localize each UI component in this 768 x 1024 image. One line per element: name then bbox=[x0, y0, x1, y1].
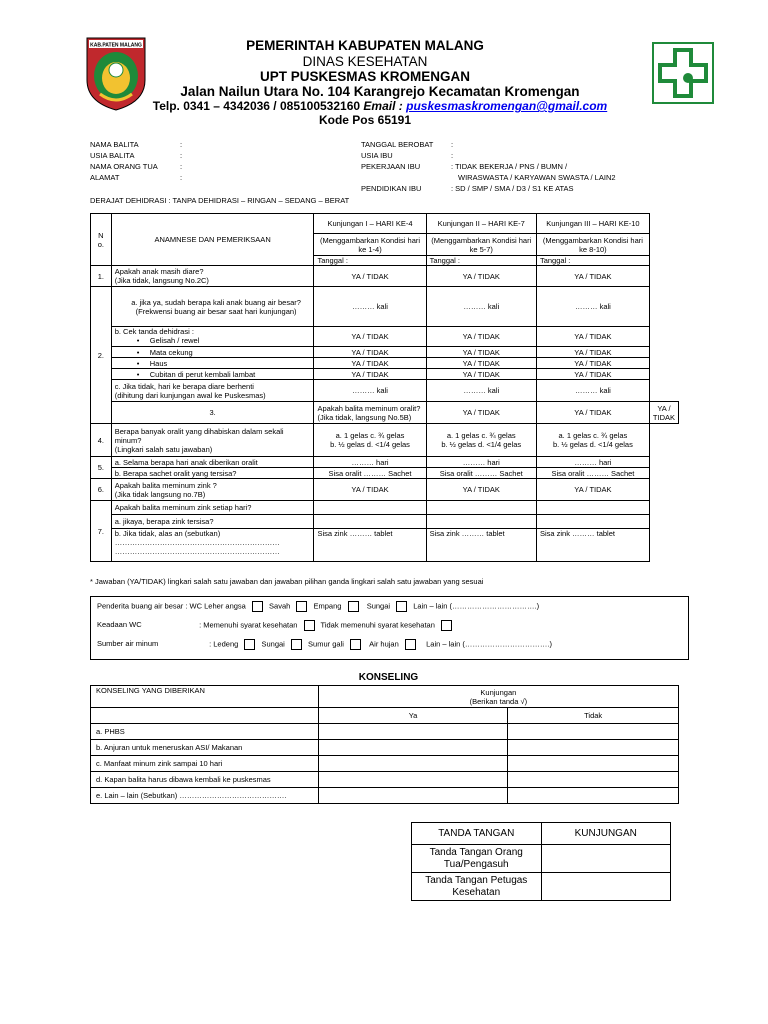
q2b2-item: • Mata cekung bbox=[111, 347, 314, 358]
answer-cell[interactable]: YA / TIDAK bbox=[426, 369, 536, 380]
label-tanggal-berobat: TANGGAL BEROBAT bbox=[361, 140, 434, 149]
sign-parent-label: Tanda Tangan Orang Tua/Pengasuh bbox=[412, 845, 542, 873]
pekerjaan-value1: : TIDAK BEKERJA / PNS / BUMN / bbox=[451, 162, 568, 171]
tidak-check-cell[interactable] bbox=[508, 788, 679, 804]
wc-leher-angsa-checkbox[interactable] bbox=[252, 601, 263, 612]
answer-cell[interactable]: YA / TIDAK bbox=[426, 327, 536, 347]
col-k3-sub: (Menggambarkan Kondisi hari ke 8-10) bbox=[536, 234, 649, 256]
answer-cell[interactable]: YA / TIDAK bbox=[426, 358, 536, 369]
answer-cell[interactable]: YA / TIDAK bbox=[426, 479, 536, 501]
ya-check-cell[interactable] bbox=[318, 788, 508, 804]
colon: : bbox=[180, 162, 183, 171]
answer-cell[interactable]: YA / TIDAK bbox=[314, 266, 426, 287]
wc-no-checkbox[interactable] bbox=[441, 620, 452, 631]
q2b3-item: • Haus bbox=[111, 358, 314, 369]
gelas-line2: b. ½ gelas d. <1/4 gelas bbox=[552, 440, 633, 449]
q7b-text: b. Jika tidak, alas an (sebutkan) ………………………………………………………… ………………………………………………………… bbox=[111, 529, 314, 562]
q2b-text: b. Cek tanda dehidrasi : bbox=[114, 327, 194, 336]
q2c-text: c. Jika tidak, hari ke berapa diare berhenti (dihitung dari kunjungan awal ke Puskesmas) bbox=[111, 380, 314, 402]
gelas-line1: a. 1 gelas c. ¾ gelas bbox=[446, 431, 516, 440]
tidak-header: Tidak bbox=[508, 708, 679, 724]
q5b-text: b. Berapa sachet oralit yang tersisa? bbox=[111, 468, 314, 479]
konseling-table bbox=[90, 685, 679, 804]
q1-text: Apakah anak masih diare? (Jika tidak, langsung No.2C) bbox=[111, 266, 314, 287]
row-no: 4. bbox=[91, 424, 112, 457]
empang-label: Empang bbox=[313, 601, 342, 611]
konseling-row: e. Lain – lain (Sebutkan) ……………………………………. bbox=[91, 788, 319, 804]
answer-cell[interactable]: YA / TIDAK bbox=[536, 479, 649, 501]
header-line2: DINAS KESEHATAN bbox=[302, 54, 428, 69]
col-k3-header: Kunjungan III – HARI KE-10 bbox=[536, 214, 649, 234]
kunjungan-label: Kunjungan bbox=[480, 687, 517, 697]
q1a-text: a. jika ya, sudah berapa kali anak buang air besar? (Frekwensi buang air besar saat hari kunjungan) bbox=[111, 287, 314, 327]
q6-text: Apakah balita meminum zink ? (Jika tidak langsung no.7B) bbox=[111, 479, 314, 501]
konseling-row: d. Kapan balita harus dibawa kembali ke puskesmas bbox=[91, 772, 319, 788]
answer-cell[interactable]: Sisa oralit ……… Sachet bbox=[426, 468, 536, 479]
wc-label: Keadaan WC bbox=[97, 620, 142, 630]
footnote: * Jawaban (YA/TIDAK) lingkari salah satu jawaban dan jawaban pilihan ganda lingkari salah satu jawaban yang sesuai bbox=[90, 577, 484, 586]
hujan-checkbox[interactable] bbox=[405, 639, 416, 650]
gelas-line1: a. 1 gelas c. ¾ gelas bbox=[335, 431, 405, 440]
empty-cell[interactable] bbox=[426, 515, 536, 529]
gelas-line1: a. 1 gelas c. ¾ gelas bbox=[558, 431, 628, 440]
konseling-row: b. Anjuran untuk meneruskan ASI/ Makanan bbox=[91, 740, 319, 756]
sign-officer-cell[interactable] bbox=[541, 873, 671, 901]
sungai-label: Sungai bbox=[366, 601, 391, 611]
q2b3-text: Haus bbox=[149, 358, 168, 368]
colon: : bbox=[451, 151, 454, 160]
answer-cell[interactable]: ……… kali bbox=[426, 380, 536, 402]
answer-cell[interactable]: YA / TIDAK bbox=[536, 327, 649, 347]
colon: : bbox=[180, 173, 183, 182]
header-phone: Telp. 0341 – 4342036 / 085100532160 bbox=[152, 99, 361, 113]
sumur-label: Sumur gali bbox=[308, 639, 344, 649]
answer-cell[interactable]: YA / TIDAK bbox=[314, 358, 426, 369]
anamnesa-table bbox=[90, 213, 679, 562]
answer-cell[interactable]: YA / TIDAK bbox=[536, 369, 649, 380]
sign-parent-cell[interactable] bbox=[541, 845, 671, 873]
q7a-text: a. jikaya, berapa zink tersisa? bbox=[111, 515, 314, 529]
signature-header: TANDA TANGAN bbox=[412, 823, 542, 845]
ledeng-label: : Ledeng bbox=[209, 639, 239, 649]
wc-ok-label: : Memenuhi syarat kesehatan bbox=[199, 620, 298, 630]
ya-check-cell[interactable] bbox=[318, 724, 508, 740]
colon: : bbox=[180, 140, 183, 149]
q2b4-text: Cubitan di perut kembali lambat bbox=[149, 369, 256, 379]
environment-box bbox=[90, 596, 689, 660]
wc-ok-checkbox[interactable] bbox=[304, 620, 315, 631]
q2b2-text: Mata cekung bbox=[149, 347, 193, 357]
tanggal-k1[interactable]: Tanggal : bbox=[314, 256, 426, 266]
q5a-text: a. Selama berapa hari anak diberikan oralit bbox=[111, 457, 314, 468]
col-anamnesa-header: ANAMNESE DAN PEMERIKSAAN bbox=[111, 214, 314, 266]
answer-cell[interactable]: YA / TIDAK bbox=[426, 347, 536, 358]
header-email-label: Email : bbox=[363, 99, 403, 113]
row-no: 5. bbox=[91, 457, 112, 479]
identity-block bbox=[90, 140, 690, 210]
kunjungan-sub: (Berikan tanda √) bbox=[469, 696, 528, 706]
empty-cell[interactable] bbox=[314, 501, 426, 515]
colon: : bbox=[451, 140, 454, 149]
pekerjaan-value2: WIRASWASTA / KARYAWAN SWASTA / LAIN2 bbox=[458, 173, 616, 182]
answer-cell[interactable]: ……… kali bbox=[426, 287, 536, 327]
hujan-label: Air hujan bbox=[369, 639, 399, 649]
sungai2-label: Sungai bbox=[261, 639, 285, 649]
puskesmas-cross-icon bbox=[650, 40, 716, 106]
row-no: 1. bbox=[91, 266, 112, 287]
answer-cell[interactable]: YA / TIDAK bbox=[426, 266, 536, 287]
header-line1: PEMERINTAH KABUPATEN MALANG bbox=[246, 38, 484, 53]
empty-cell[interactable] bbox=[536, 515, 649, 529]
derajat-dehidrasi: DERAJAT DEHIDRASI : TANPA DEHIDRASI – RINGAN – SEDANG – BERAT bbox=[90, 196, 350, 205]
q4-text: Berapa banyak oralit yang dihabiskan dalam sekali minum? (Lingkari salah satu jawaban) bbox=[111, 424, 314, 457]
ya-check-cell[interactable] bbox=[318, 772, 508, 788]
wc-row bbox=[97, 620, 456, 631]
empty-cell[interactable] bbox=[536, 501, 649, 515]
col-k1-sub: (Menggambarkan Kondisi hari ke 1-4) bbox=[314, 234, 426, 256]
gelas-line2: b. ½ gelas d. <1/4 gelas bbox=[441, 440, 522, 449]
answer-cell[interactable]: YA / TIDAK bbox=[536, 402, 649, 424]
answer-cell[interactable]: YA / TIDAK bbox=[536, 347, 649, 358]
tanggal-k2[interactable]: Tanggal : bbox=[426, 256, 536, 266]
label-nama-orang-tua: NAMA ORANG TUA bbox=[90, 162, 158, 171]
colon: : bbox=[180, 151, 183, 160]
tidak-check-cell[interactable] bbox=[508, 740, 679, 756]
empty-cell bbox=[91, 708, 319, 724]
answer-cell[interactable]: YA / TIDAK bbox=[314, 479, 426, 501]
label-usia-ibu: USIA IBU bbox=[361, 151, 393, 160]
header-email-link[interactable]: puskesmaskromengan@gmail.com bbox=[406, 99, 608, 113]
savah-checkbox[interactable] bbox=[296, 601, 307, 612]
sumur-checkbox[interactable] bbox=[350, 639, 361, 650]
row-no: 2. bbox=[91, 287, 112, 424]
empang-checkbox[interactable] bbox=[348, 601, 359, 612]
col-k2-header: Kunjungan II – HARI KE-7 bbox=[426, 214, 536, 234]
savah-label: Savah bbox=[269, 601, 291, 611]
col-k2-sub: (Menggambarkan Kondisi hari ke 5-7) bbox=[426, 234, 536, 256]
label-pendidikan-ibu: PENDIDIKAN IBU bbox=[361, 184, 422, 193]
header-contact bbox=[130, 99, 630, 113]
tidak-check-cell[interactable] bbox=[508, 724, 679, 740]
bab-row bbox=[97, 601, 539, 612]
answer-cell[interactable]: Sisa zink ……… tablet bbox=[426, 529, 536, 562]
tidak-check-cell[interactable] bbox=[508, 772, 679, 788]
logo-text: KAB.PATEN MALANG bbox=[90, 42, 142, 49]
answer-cell[interactable]: YA / TIDAK bbox=[536, 266, 649, 287]
answer-cell[interactable]: YA / TIDAK bbox=[649, 402, 678, 424]
empty-cell[interactable] bbox=[426, 501, 536, 515]
ya-check-cell[interactable] bbox=[318, 740, 508, 756]
sign-officer-label: Tanda Tangan Petugas Kesehatan bbox=[412, 873, 542, 901]
answer-cell[interactable]: ……… hari bbox=[314, 457, 426, 468]
answer-cell[interactable]: ……… kali bbox=[536, 287, 649, 327]
konseling-col1: KONSELING YANG DIBERIKAN bbox=[91, 686, 319, 708]
q2b1-item: • Gelisah / rewel bbox=[136, 336, 200, 345]
answer-cell[interactable]: Sisa oralit ……… Sachet bbox=[536, 468, 649, 479]
q2b4-item: • Cubitan di perut kembali lambat bbox=[111, 369, 314, 380]
kunjungan-header bbox=[318, 686, 678, 708]
answer-cell[interactable]: ……… kali bbox=[314, 380, 426, 402]
answer-cell[interactable]: ……… kali bbox=[314, 287, 426, 327]
label-usia-balita: USIA BALITA bbox=[90, 151, 135, 160]
gelas-line2: b. ½ gelas d. <1/4 gelas bbox=[330, 440, 410, 449]
sungai2-checkbox[interactable] bbox=[291, 639, 302, 650]
answer-cell[interactable]: ……… kali bbox=[536, 380, 649, 402]
label-nama-balita: NAMA BALITA bbox=[90, 140, 139, 149]
answer-cell[interactable]: ……… hari bbox=[536, 457, 649, 468]
row-no: 6. bbox=[91, 479, 112, 501]
row-no: 7. bbox=[91, 501, 112, 562]
pendidikan-value: : SD / SMP / SMA / D3 / S1 KE ATAS bbox=[451, 184, 574, 193]
air-row bbox=[97, 639, 552, 650]
q3-text: Apakah balita meminum oralit? (Jika tidak, langsung No.5B) bbox=[314, 402, 426, 424]
bab-label: Penderita buang air besar : WC Leher angsa bbox=[97, 601, 246, 611]
answer-cell[interactable]: YA / TIDAK bbox=[314, 369, 426, 380]
answer-cell[interactable]: YA / TIDAK bbox=[314, 347, 426, 358]
tidak-check-cell[interactable] bbox=[508, 756, 679, 772]
label-alamat: ALAMAT bbox=[90, 173, 120, 182]
wc-no-label: Tidak memenuhi syarat kesehatan bbox=[320, 620, 435, 630]
kunjungan-header: KUNJUNGAN bbox=[541, 823, 671, 845]
header-postcode: Kode Pos 65191 bbox=[318, 113, 412, 127]
answer-cell[interactable]: Sisa zink ……… tablet bbox=[314, 529, 426, 562]
answer-cell[interactable]: YA / TIDAK bbox=[314, 327, 426, 347]
ledeng-checkbox[interactable] bbox=[244, 639, 255, 650]
ya-check-cell[interactable] bbox=[318, 756, 508, 772]
answer-cell[interactable]: YA / TIDAK bbox=[426, 402, 536, 424]
answer-cell[interactable]: ……… hari bbox=[426, 457, 536, 468]
answer-cell[interactable]: YA / TIDAK bbox=[536, 358, 649, 369]
empty-cell[interactable] bbox=[314, 515, 426, 529]
lain2-label: Lain – lain (…………………………….) bbox=[426, 639, 552, 649]
answer-cell[interactable]: Sisa oralit ……… Sachet bbox=[314, 468, 426, 479]
col-no-header: N o. bbox=[91, 214, 112, 266]
answer-cell[interactable]: Sisa zink ……… tablet bbox=[536, 529, 649, 562]
q2b1-text: Gelisah / rewel bbox=[149, 336, 200, 345]
col-k1-header: Kunjungan I – HARI KE-4 bbox=[314, 214, 426, 234]
q7-text: Apakah balita meminum zink setiap hari? bbox=[111, 501, 314, 515]
gelas-cell[interactable] bbox=[314, 424, 426, 457]
ya-header: Ya bbox=[318, 708, 508, 724]
konseling-row: a. PHBS bbox=[91, 724, 319, 740]
label-pekerjaan-ibu: PEKERJAAN IBU bbox=[361, 162, 421, 171]
konseling-title: KONSELING bbox=[358, 672, 419, 683]
tanggal-k3[interactable]: Tanggal : bbox=[536, 256, 649, 266]
konseling-row: c. Manfaat minum zink sampai 10 hari bbox=[91, 756, 319, 772]
header-line3: UPT PUSKESMAS KROMENGAN bbox=[259, 69, 470, 84]
gelas-cell[interactable] bbox=[536, 424, 649, 457]
lain-label: Lain – lain (…………………………….) bbox=[413, 601, 540, 611]
header-address: Jalan Nailun Utara No. 104 Karangrejo Kecamatan Kromengan bbox=[180, 84, 580, 99]
signature-table bbox=[411, 822, 671, 901]
gelas-cell[interactable] bbox=[426, 424, 536, 457]
row-no: 3. bbox=[111, 402, 314, 424]
air-label: Sumber air minum bbox=[97, 639, 159, 649]
sungai-checkbox[interactable] bbox=[396, 601, 407, 612]
